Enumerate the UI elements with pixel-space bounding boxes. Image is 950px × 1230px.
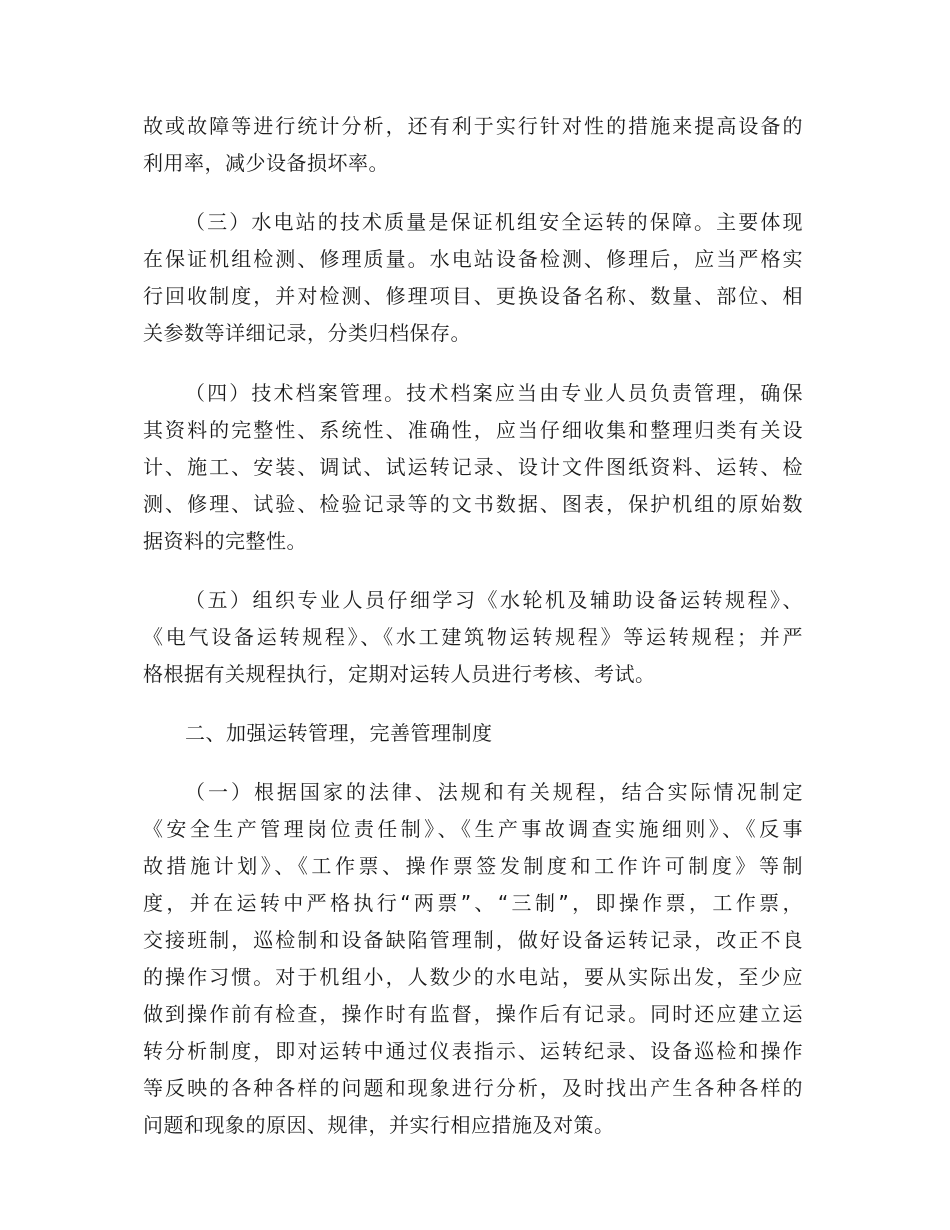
text-line: 测、修理、试验、检验记录等的文书数据、图表，保护机组的原始数 [143, 492, 803, 516]
text-line: 做到操作前有检查，操作时有监督，操作后有记录。同时还应建立运 [143, 1002, 803, 1026]
text-line: 在保证机组检测、修理质量。水电站设备检测、修理后，应当严格实 [143, 247, 803, 271]
text-line: 等反映的各种各样的问题和现象进行分析，及时找出产生各种各样的 [143, 1076, 803, 1100]
text-line: 故或故障等进行统计分析，还有利于实行针对性的措施来提高设备的 [143, 114, 803, 138]
text-line: （三）水电站的技术质量是保证机组安全运转的保障。主要体现 [185, 210, 803, 234]
text-line: （一）根据国家的法律、法规和有关规程，结合实际情况制定 [185, 780, 803, 804]
text-line: 关参数等详细记录，分类归档保存。 [143, 321, 471, 345]
text-line: 行回收制度，并对检测、修理项目、更换设备名称、数量、部位、相 [143, 284, 803, 308]
text-line: 度，并在运转中严格执行“两票”、“三制”，即操作票，工作票， [143, 891, 803, 915]
text-line: 故措施计划》、《工作票、操作票签发制度和工作许可制度》等制 [143, 854, 803, 878]
text-line: 《安全生产管理岗位责任制》、《生产事故调查实施细则》、《反事 [143, 817, 803, 841]
text-line: 利用率，减少设备损坏率。 [143, 151, 389, 175]
text-line: 问题和现象的原因、规律，并实行相应措施及对策。 [143, 1113, 615, 1137]
text-line: （四）技术档案管理。技术档案应当由专业人员负责管理，确保 [185, 381, 803, 405]
text-line: 格根据有关规程执行，定期对运转人员进行考核、考试。 [143, 662, 656, 686]
text-line: 交接班制，巡检制和设备缺陷管理制，做好设备运转记录，改正不良 [143, 928, 803, 952]
text-line: 据资料的完整性。 [143, 529, 307, 553]
text-line: （五）组织专业人员仔细学习《水轮机及辅助设备运转规程》、 [185, 588, 803, 612]
text-line: 的操作习惯。对于机组小，人数少的水电站，要从实际出发，至少应 [143, 965, 803, 989]
text-line: 《电气设备运转规程》、《水工建筑物运转规程》等运转规程；并严 [143, 625, 803, 649]
section-heading: 二、加强运转管理，完善管理制度 [185, 721, 493, 745]
text-line: 转分析制度，即对运转中通过仪表指示、运转纪录、设备巡检和操作 [143, 1039, 803, 1063]
text-line: 其资料的完整性、系统性、准确性，应当仔细收集和整理归类有关设 [143, 418, 803, 442]
text-line: 计、施工、安装、调试、试运转记录、设计文件图纸资料、运转、检 [143, 455, 803, 479]
